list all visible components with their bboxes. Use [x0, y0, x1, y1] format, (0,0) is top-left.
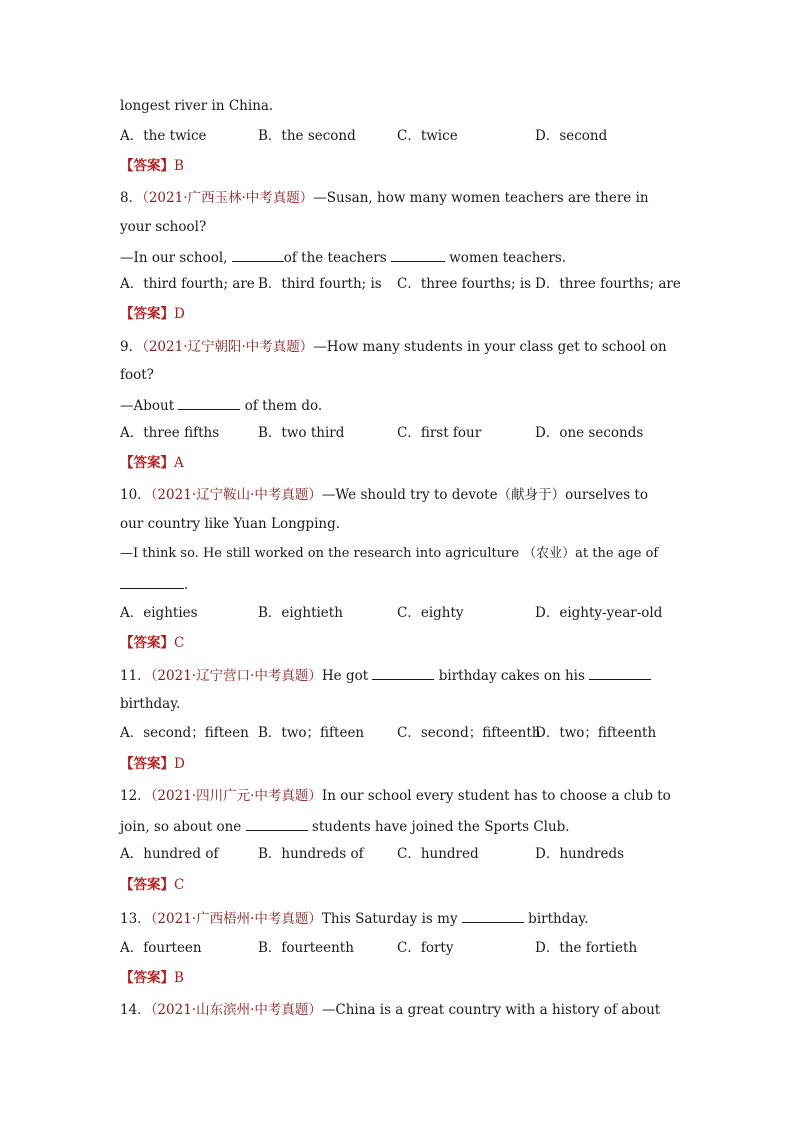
option-d: D．eighty-year-old: [535, 605, 663, 621]
question-text: your school?: [120, 219, 207, 235]
q11-answer: [120, 755, 672, 773]
option-a: A．hundred of: [120, 846, 219, 862]
question-text: students have joined the Sports Club.: [311, 819, 570, 835]
question-text: women teachers.: [449, 250, 567, 266]
question-text: —How many students in your class get to school on: [313, 339, 667, 355]
question-text: —In our school,: [120, 250, 228, 266]
question-text: —China is a great country with a history of about: [321, 1002, 661, 1018]
question-number: 8．: [120, 190, 143, 206]
q10-answer: [120, 634, 672, 652]
answer-label: 【答案】: [120, 877, 174, 893]
question-text: foot?: [120, 367, 154, 383]
question-text: He got: [321, 668, 369, 684]
q11-line-2: [120, 695, 672, 713]
question-text: our country like Yuan Longping.: [120, 516, 341, 532]
question-text: of them do.: [244, 398, 323, 414]
question-number: 12．: [120, 788, 151, 804]
answer-blank: [178, 395, 240, 410]
answer-label: 【答案】: [120, 635, 174, 651]
question-text: —Susan, how many women teachers are there in: [313, 190, 649, 206]
q9-answer: [120, 454, 672, 472]
prev-question-text: longest river in China.: [120, 98, 274, 114]
question-number: 14．: [120, 1002, 151, 1018]
prev-answer: [120, 157, 672, 175]
q9-line-2: [120, 366, 672, 384]
option-c: C．forty: [397, 940, 454, 956]
answer-blank: [589, 665, 651, 680]
option-b: B．eightieth: [258, 605, 343, 621]
option-d: D．second: [535, 128, 608, 144]
option-b: B．fourteenth: [258, 940, 354, 956]
question-number: 11．: [120, 668, 151, 684]
option-a: A．third fourth; are: [120, 276, 255, 292]
q11-line-1: [120, 665, 672, 685]
answer-blank: [120, 574, 184, 589]
option-a: A．the twice: [120, 128, 207, 144]
answer-value: D: [174, 306, 185, 322]
answer-label: 【答案】: [120, 970, 174, 986]
q9-line-3: [120, 395, 672, 415]
option-c: C．first four: [397, 425, 482, 441]
q14-line-1: [120, 1001, 672, 1019]
answer-blank: [462, 908, 524, 923]
option-a: A．second；fifteen: [120, 725, 249, 741]
q9-line-1: [120, 338, 672, 356]
answer-value: C: [174, 877, 185, 893]
q8-line-2: [120, 218, 672, 236]
option-d: D．hundreds: [535, 846, 625, 862]
option-c: C．hundred: [397, 846, 479, 862]
answer-blank: [372, 665, 434, 680]
question-number: 10．: [120, 487, 151, 503]
answer-label: 【答案】: [120, 756, 174, 772]
question-text: This Saturday is my: [321, 911, 458, 927]
option-b: B．hundreds of: [258, 846, 364, 862]
question-text: In our school every student has to choose a club to: [321, 788, 671, 804]
option-c: C．twice: [397, 128, 458, 144]
prev-question-line: [120, 97, 672, 115]
option-b: B．third fourth; is: [258, 276, 382, 292]
question-source: （2021·辽宁朝阳·中考真题）: [142, 339, 314, 355]
option-b: B．two third: [258, 425, 345, 441]
answer-label: 【答案】: [120, 158, 174, 174]
option-a: A．three fifths: [120, 425, 220, 441]
option-c: C．three fourths; is: [397, 276, 532, 292]
option-a: A．fourteen: [120, 940, 202, 956]
q12-line-2: [120, 816, 672, 836]
question-text: .: [184, 577, 189, 593]
answer-value: B: [174, 970, 184, 986]
question-text: birthday.: [120, 696, 181, 712]
q10-line-2: [120, 515, 672, 533]
question-source: （2021·辽宁鞍山·中考真题）: [150, 487, 322, 503]
question-text: —We should try to devote（献身于）ourselves to: [321, 487, 648, 503]
question-source: （2021·广西梧州·中考真题）: [150, 911, 322, 927]
q8-line-3: [120, 247, 672, 267]
option-b: B．the second: [258, 128, 356, 144]
option-c: C．eighty: [397, 605, 464, 621]
question-text: —About: [120, 398, 175, 414]
q12-answer: [120, 876, 672, 894]
q10-line-4: [120, 574, 672, 594]
answer-value: A: [174, 455, 184, 471]
option-a: A．eighties: [120, 605, 198, 621]
answer-value: B: [174, 158, 184, 174]
q10-line-3: [120, 545, 672, 563]
question-number: 13．: [120, 911, 151, 927]
question-source: （2021·山东滨州·中考真题）: [150, 1002, 322, 1018]
answer-blank: [232, 247, 284, 262]
question-source: （2021·四川广元·中考真题）: [150, 788, 322, 804]
question-text: of the teachers: [283, 250, 387, 266]
option-d: D．the fortieth: [535, 940, 638, 956]
answer-label: 【答案】: [120, 455, 174, 471]
q8-line-1: [120, 189, 672, 207]
option-d: D．one seconds: [535, 425, 644, 441]
answer-value: C: [174, 635, 185, 651]
question-number: 9．: [120, 339, 143, 355]
answer-blank: [246, 816, 308, 831]
q8-answer: [120, 305, 672, 323]
answer-blank: [391, 247, 445, 262]
question-source: （2021·广西玉林·中考真题）: [142, 190, 314, 206]
question-text: join, so about one: [120, 819, 242, 835]
question-source: （2021·辽宁营口·中考真题）: [150, 668, 322, 684]
question-text: birthday.: [528, 911, 589, 927]
option-c: C．second；fifteenth: [397, 725, 541, 741]
question-text: —I think so. He still worked on the research into agriculture （农业）at the age of: [120, 546, 659, 561]
option-b: B．two；fifteen: [258, 725, 365, 741]
q13-answer: [120, 969, 672, 987]
question-text: birthday cakes on his: [438, 668, 585, 684]
q10-line-1: [120, 486, 672, 504]
answer-value: D: [174, 756, 185, 772]
q13-line-1: [120, 908, 672, 928]
option-d: D．two；fifteenth: [535, 725, 657, 741]
answer-label: 【答案】: [120, 306, 174, 322]
q12-line-1: [120, 787, 672, 805]
option-d: D．three fourths; are: [535, 276, 681, 292]
